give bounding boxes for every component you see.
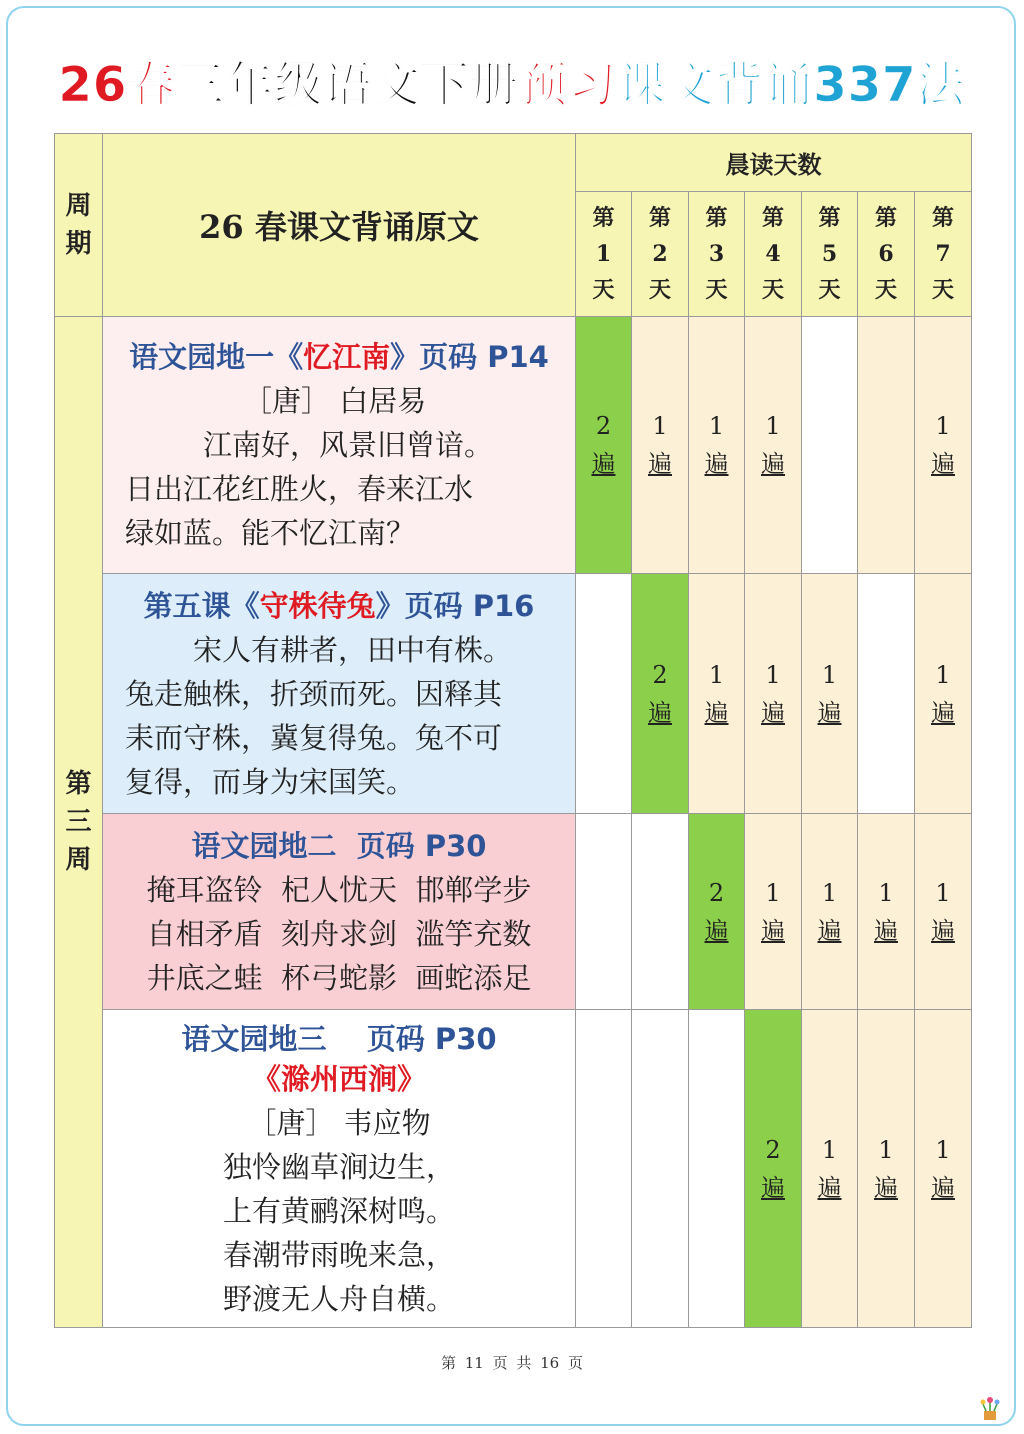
- day-2-cell: [632, 814, 689, 1010]
- heading-suffix: 》页码 P16: [375, 588, 535, 623]
- day-1-cell: [576, 1010, 632, 1328]
- text-line: 兔走触株，折颈而死。因释其: [125, 676, 503, 711]
- day-4-header: [745, 192, 802, 317]
- text-line: 绿如蓝。能不忆江南？: [125, 516, 416, 550]
- poem-title: 忆江南: [303, 340, 391, 374]
- repeat-count: 1: [935, 1135, 951, 1164]
- text-line: 宋人有耕者，田中有株。: [193, 632, 513, 667]
- title-part-4: 课文背诵337法: [617, 57, 966, 113]
- poem-title: 《滁州西涧》: [251, 1061, 426, 1096]
- repeat-unit: 遍: [761, 916, 785, 945]
- repeat-unit: 遍: [761, 1173, 785, 1202]
- repeat-count: 1: [821, 1135, 838, 1164]
- day-4-cell: [745, 814, 802, 1010]
- author-line: ［唐］ 韦应物: [247, 1105, 431, 1140]
- repeat-unit: 遍: [817, 916, 842, 945]
- day-2-cell: [632, 317, 689, 574]
- day-3-cell: [689, 317, 745, 574]
- lesson-heading: [103, 584, 575, 628]
- repeat-unit: 遍: [817, 1173, 842, 1202]
- week-label-cell: [55, 317, 103, 1328]
- idiom-line: 自相矛盾 刻舟求剑 滥竽充数: [146, 916, 532, 951]
- repeat-unit: 遍: [931, 450, 955, 478]
- repeat-unit: 遍: [874, 916, 898, 945]
- repeat-count: 1: [652, 412, 668, 440]
- repeat-unit: 遍: [931, 1173, 955, 1202]
- repeat-unit: 遍: [704, 916, 729, 945]
- repeat-count: 1: [821, 878, 838, 907]
- repeat-count: 1: [878, 1135, 894, 1164]
- page-footer: 第 11 页 共 16 页: [440, 1354, 583, 1372]
- repeat-unit: 遍: [648, 450, 672, 478]
- repeat-count: 1: [765, 412, 781, 440]
- text-line: 日出江花红胜火，春来江水: [125, 472, 474, 506]
- lesson-heading: 语文园地三 页码 P30: [181, 1021, 497, 1056]
- day-4-cell: [745, 317, 802, 574]
- text-header-text: 26 春课文背诵原文: [199, 208, 479, 246]
- repeat-count: 2: [708, 878, 725, 907]
- repeat-count: 1: [821, 660, 838, 689]
- recitation-table: [54, 133, 972, 1328]
- repeat-count: 2: [595, 412, 612, 440]
- day-1-header: [576, 192, 632, 317]
- day-3-cell: [689, 1010, 745, 1328]
- text-line: 耒而守株，冀复得兔。兔不可: [125, 720, 503, 755]
- repeat-count: 2: [652, 660, 668, 689]
- repeat-unit: 遍: [591, 450, 616, 478]
- heading-prefix: 语文园地一《: [129, 340, 304, 374]
- heading-suffix: 》页码 P14: [390, 340, 549, 374]
- day-2-cell: [632, 1010, 689, 1328]
- repeat-unit: 遍: [874, 1173, 898, 1202]
- repeat-unit: 遍: [817, 698, 842, 727]
- repeat-unit: 遍: [931, 916, 955, 945]
- text-cell: [103, 574, 576, 814]
- idiom-line: 井底之蛙 杯弓蛇影 画蛇添足: [146, 960, 532, 995]
- day-2-label: 第 2 天: [648, 205, 671, 303]
- text-cell: [103, 1010, 576, 1328]
- table-row: [55, 317, 972, 574]
- title-part-1: 26春: [58, 57, 177, 113]
- repeat-unit: 遍: [931, 698, 955, 727]
- day-2-cell: [632, 574, 689, 814]
- flower-pot-icon: [975, 1392, 1005, 1422]
- day-7-header: [915, 192, 972, 317]
- day-7-label: 第 7 天: [931, 205, 954, 303]
- repeat-count: 1: [878, 878, 894, 907]
- day-7-cell: [915, 317, 972, 574]
- day-1-cell: [576, 574, 632, 814]
- day-2-header: [632, 192, 689, 317]
- day-6-label: 第 6 天: [874, 205, 897, 303]
- repeat-count: 1: [935, 660, 951, 689]
- text-line: 江南好，风景旧曾谙。: [203, 428, 494, 462]
- week-header-text: 周 期: [65, 191, 92, 259]
- day-4-cell: [745, 574, 802, 814]
- day-5-cell: [802, 814, 858, 1010]
- day-1-label: 第 1 天: [592, 205, 615, 303]
- text-line: 春潮带雨晚来急，: [222, 1237, 455, 1272]
- days-header-text: 晨读天数: [725, 150, 822, 179]
- repeat-count: 1: [935, 412, 951, 440]
- morning-reading-days-header: [576, 134, 972, 192]
- day-5-label: 第 5 天: [818, 205, 841, 303]
- repeat-unit: 遍: [648, 698, 672, 727]
- text-line: 上有黄鹂深树鸣。: [222, 1193, 455, 1228]
- text-line: 独怜幽草涧边生，: [222, 1149, 455, 1184]
- day-5-cell: [802, 317, 858, 574]
- day-6-cell: [858, 814, 915, 1010]
- repeat-unit: 遍: [761, 698, 785, 727]
- day-6-cell: [858, 1010, 915, 1328]
- heading-prefix: 第五课《: [143, 588, 260, 623]
- lesson-heading: [103, 335, 575, 379]
- table-row: [55, 574, 972, 814]
- day-7-cell: [915, 1010, 972, 1328]
- day-3-cell: [689, 574, 745, 814]
- day-6-cell: [858, 317, 915, 574]
- idiom-line: 掩耳盗铃 杞人忧天 邯郸学步: [146, 872, 532, 907]
- repeat-unit: 遍: [704, 698, 729, 727]
- day-5-cell: [802, 1010, 858, 1328]
- day-7-cell: [915, 574, 972, 814]
- day-1-cell: [576, 317, 632, 574]
- repeat-count: 1: [935, 878, 951, 907]
- lesson-heading: 语文园地二 页码 P30: [191, 828, 487, 863]
- title-part-2: 三年级语文下册: [176, 57, 520, 113]
- day-5-header: [802, 192, 858, 317]
- text-line: 野渡无人舟自横。: [222, 1281, 455, 1316]
- lesson-title: 守株待兔: [259, 588, 376, 623]
- repeat-count: 1: [765, 660, 781, 689]
- author-line: ［唐］ 白居易: [243, 384, 427, 418]
- text-line: 复得，而身为宋国笑。: [125, 764, 416, 799]
- repeat-count: 1: [765, 878, 781, 907]
- repeat-count: 1: [708, 412, 725, 440]
- repeat-count: 2: [765, 1135, 781, 1164]
- day-6-cell: [858, 574, 915, 814]
- day-1-cell: [576, 814, 632, 1010]
- repeat-unit: 遍: [761, 450, 785, 478]
- text-column-header: [103, 134, 576, 317]
- day-3-cell: [689, 814, 745, 1010]
- day-7-cell: [915, 814, 972, 1010]
- day-3-header: [689, 192, 745, 317]
- day-4-cell: [745, 1010, 802, 1328]
- day-3-label: 第 3 天: [705, 205, 728, 303]
- repeat-unit: 遍: [704, 450, 729, 478]
- repeat-count: 1: [708, 660, 725, 689]
- week-label: 第 三 周: [65, 769, 92, 875]
- day-4-label: 第 4 天: [761, 205, 784, 303]
- day-6-header: [858, 192, 915, 317]
- week-column-header: [55, 134, 103, 317]
- table-row: [55, 814, 972, 1010]
- text-cell: [103, 317, 576, 574]
- day-5-cell: [802, 574, 858, 814]
- page-title: [0, 50, 1024, 120]
- text-cell: [103, 814, 576, 1010]
- title-part-3: 预习: [519, 57, 618, 113]
- table-row: [55, 1010, 972, 1328]
